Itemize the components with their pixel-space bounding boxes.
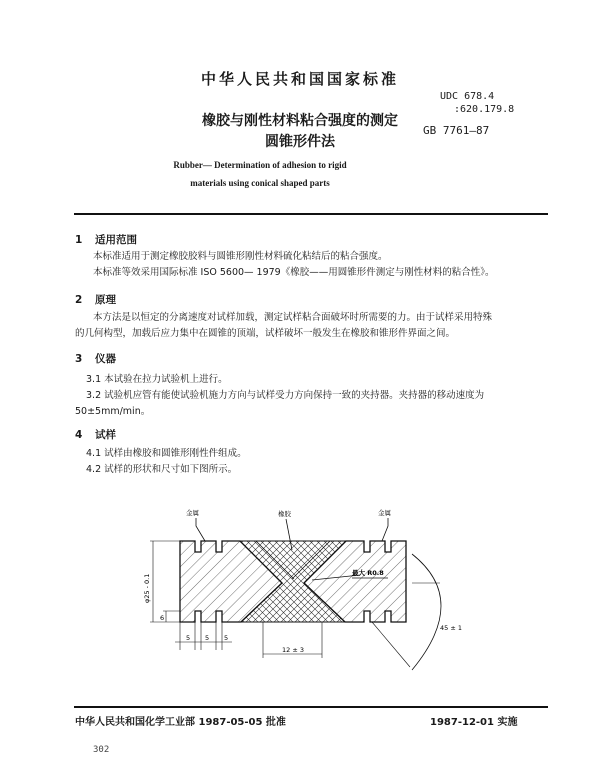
section-4-2: 4.2 试样的形状和尺寸如下图所示。: [86, 464, 238, 475]
section-1-title: 适用范围: [95, 234, 137, 246]
section-3-2b: 50±5mm/min。: [75, 406, 151, 417]
issuing-organization: 中华人民共和国国家标准: [200, 70, 399, 88]
section-1-number: 1: [75, 234, 83, 246]
footer-rule: [74, 706, 548, 708]
label-dim-5b: 5: [205, 634, 210, 642]
title-line-2: 圆锥形件法: [265, 134, 335, 150]
section-1-paragraph-1: 本标准适用于测定橡胶胶料与圆锥形刚性材料硫化粘结后的粘合强度。: [93, 251, 388, 262]
angle-arc: [412, 554, 441, 670]
section-3-title: 仪器: [95, 353, 116, 365]
title-line-1: 橡胶与刚性材料粘合强度的测定: [202, 113, 398, 129]
label-rubber: 橡胶: [278, 510, 291, 518]
label-dim-5a: 5: [186, 634, 191, 642]
label-dim-6: 6: [160, 614, 165, 622]
section-2-paragraph-1b: 的几何构型，加载后应力集中在圆锥的顶端，试样破坏一般发生在橡胶和锥形件界面之间。: [75, 328, 456, 339]
label-angle: 45 ± 1: [440, 624, 462, 632]
section-2-paragraph-1a: 本方法是以恒定的分离速度对试样加载，测定试样粘合面破坏时所需要的力。由于试样采用特殊: [93, 312, 493, 323]
section-1-paragraph-2: 本标准等效采用国际标准 ISO 5600— 1979《橡胶——用圆锥形件测定与刚性材料的粘合性》。: [93, 267, 495, 278]
section-4-1: 4.1 试样由橡胶和圆锥形刚性件组成。: [86, 448, 247, 459]
section-2-title: 原理: [95, 294, 116, 306]
section-2-number: 2: [75, 294, 83, 306]
implementation-date: 1987-12-01 实施: [430, 717, 518, 728]
angle-ext-line: [372, 622, 410, 667]
udc-line-2: :620.179.8: [454, 104, 515, 115]
udc-line-1: UDC 678.4: [440, 91, 495, 102]
label-dim-12: 12 ± 3: [282, 646, 304, 654]
section-4-title: 试样: [95, 429, 116, 441]
page-number: 302: [93, 745, 110, 755]
english-title-line-2: materials using conical shaped parts: [190, 178, 330, 188]
section-3-1: 3.1 本试验在拉力试验机上进行。: [86, 374, 228, 385]
label-dim-5c: 5: [224, 634, 229, 642]
label-max-radius: 最大 R0.8: [352, 569, 384, 577]
section-3-2a: 3.2 试验机应管有能使试验机施力方向与试样受力方向保持一致的夹持器。夹持器的移动速度为: [86, 390, 485, 401]
label-steel-left: 金属: [186, 509, 199, 517]
label-diameter: φ25 - 0.1: [143, 573, 151, 603]
english-title-line-1: Rubber— Determination of adhesion to rigid: [173, 160, 347, 170]
label-steel-right: 金属: [378, 509, 391, 517]
approval-line: 中华人民共和国化学工业部 1987-05-05 批准: [75, 717, 286, 728]
leader-steel-left: [196, 518, 205, 541]
gb-number: GB 7761—87: [423, 124, 490, 137]
section-4-number: 4: [75, 429, 83, 441]
section-3-number: 3: [75, 353, 83, 365]
leader-steel-right: [382, 518, 388, 541]
